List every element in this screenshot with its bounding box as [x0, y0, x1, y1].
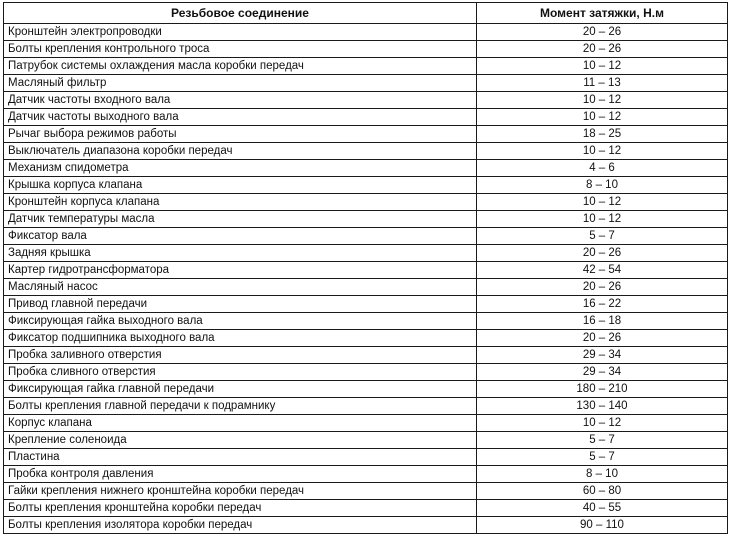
table-row — [4, 143, 728, 160]
table-row — [4, 177, 728, 194]
table-row — [4, 381, 728, 398]
torque-value: 5 – 7 — [477, 228, 728, 245]
table-row — [4, 58, 728, 75]
table-row — [4, 432, 728, 449]
table-row — [4, 279, 728, 296]
table-row — [4, 296, 728, 313]
torque-table — [3, 2, 728, 534]
torque-value: 90 – 110 — [477, 517, 728, 534]
joint-name: Датчик частоты входного вала — [4, 92, 477, 109]
joint-name: Кронштейн корпуса клапана — [4, 194, 477, 211]
joint-name: Привод главной передачи — [4, 296, 477, 313]
torque-value: 4 – 6 — [477, 160, 728, 177]
torque-value: 10 – 12 — [477, 415, 728, 432]
table-row — [4, 92, 728, 109]
torque-value: 29 – 34 — [477, 347, 728, 364]
joint-name: Масляный фильтр — [4, 75, 477, 92]
table-row — [4, 41, 728, 58]
joint-name: Пробка контроля давления — [4, 466, 477, 483]
joint-name: Задняя крышка — [4, 245, 477, 262]
torque-value: 180 – 210 — [477, 381, 728, 398]
table-row — [4, 211, 728, 228]
header-joint: Резьбовое соединение — [4, 3, 477, 24]
torque-value: 20 – 26 — [477, 279, 728, 296]
table-row — [4, 517, 728, 534]
torque-value: 60 – 80 — [477, 483, 728, 500]
table-row — [4, 449, 728, 466]
joint-name: Выключатель диапазона коробки передач — [4, 143, 477, 160]
torque-value: 8 – 10 — [477, 466, 728, 483]
table-row — [4, 194, 728, 211]
table-row — [4, 330, 728, 347]
joint-name: Болты крепления изолятора коробки передач — [4, 517, 477, 534]
table-row — [4, 75, 728, 92]
joint-name: Датчик температуры масла — [4, 211, 477, 228]
table-row — [4, 483, 728, 500]
joint-name: Пробка сливного отверстия — [4, 364, 477, 381]
torque-value: 10 – 12 — [477, 211, 728, 228]
table-row — [4, 109, 728, 126]
joint-name: Корпус клапана — [4, 415, 477, 432]
table-row — [4, 398, 728, 415]
torque-value: 29 – 34 — [477, 364, 728, 381]
joint-name: Болты крепления контрольного троса — [4, 41, 477, 58]
joint-name: Пластина — [4, 449, 477, 466]
torque-value: 10 – 12 — [477, 143, 728, 160]
table-row — [4, 126, 728, 143]
table-row — [4, 245, 728, 262]
joint-name: Фиксирующая гайка выходного вала — [4, 313, 477, 330]
joint-name: Кронштейн электропроводки — [4, 24, 477, 41]
header-torque: Момент затяжки, Н.м — [477, 3, 728, 24]
torque-value: 130 – 140 — [477, 398, 728, 415]
joint-name: Механизм спидометра — [4, 160, 477, 177]
table-row — [4, 160, 728, 177]
joint-name: Фиксатор подшипника выходного вала — [4, 330, 477, 347]
torque-value: 20 – 26 — [477, 330, 728, 347]
joint-name: Крепление соленоида — [4, 432, 477, 449]
table-row — [4, 500, 728, 517]
torque-value: 5 – 7 — [477, 432, 728, 449]
torque-value: 18 – 25 — [477, 126, 728, 143]
torque-value: 10 – 12 — [477, 92, 728, 109]
torque-value: 11 – 13 — [477, 75, 728, 92]
table-row — [4, 466, 728, 483]
table-row — [4, 347, 728, 364]
torque-value: 10 – 12 — [477, 194, 728, 211]
joint-name: Болты крепления кронштейна коробки передач — [4, 500, 477, 517]
torque-value: 5 – 7 — [477, 449, 728, 466]
header-row — [4, 3, 728, 24]
torque-value: 16 – 22 — [477, 296, 728, 313]
joint-name: Болты крепления главной передачи к подрамнику — [4, 398, 477, 415]
table-row — [4, 24, 728, 41]
torque-value: 10 – 12 — [477, 58, 728, 75]
torque-value: 20 – 26 — [477, 41, 728, 58]
table-row — [4, 228, 728, 245]
joint-name: Пробка заливного отверстия — [4, 347, 477, 364]
joint-name: Датчик частоты выходного вала — [4, 109, 477, 126]
table-row — [4, 415, 728, 432]
joint-name: Крышка корпуса клапана — [4, 177, 477, 194]
table-body — [4, 24, 728, 534]
table-row — [4, 262, 728, 279]
torque-value: 16 – 18 — [477, 313, 728, 330]
torque-value: 10 – 12 — [477, 109, 728, 126]
torque-value: 42 – 54 — [477, 262, 728, 279]
torque-value: 40 – 55 — [477, 500, 728, 517]
torque-value: 8 – 10 — [477, 177, 728, 194]
joint-name: Патрубок системы охлаждения масла коробки передач — [4, 58, 477, 75]
joint-name: Масляный насос — [4, 279, 477, 296]
joint-name: Фиксирующая гайка главной передачи — [4, 381, 477, 398]
joint-name: Фиксатор вала — [4, 228, 477, 245]
table-row — [4, 313, 728, 330]
joint-name: Рычаг выбора режимов работы — [4, 126, 477, 143]
torque-value: 20 – 26 — [477, 24, 728, 41]
torque-value: 20 – 26 — [477, 245, 728, 262]
table-row — [4, 364, 728, 381]
joint-name: Картер гидротрансформатора — [4, 262, 477, 279]
joint-name: Гайки крепления нижнего кронштейна коробки передач — [4, 483, 477, 500]
